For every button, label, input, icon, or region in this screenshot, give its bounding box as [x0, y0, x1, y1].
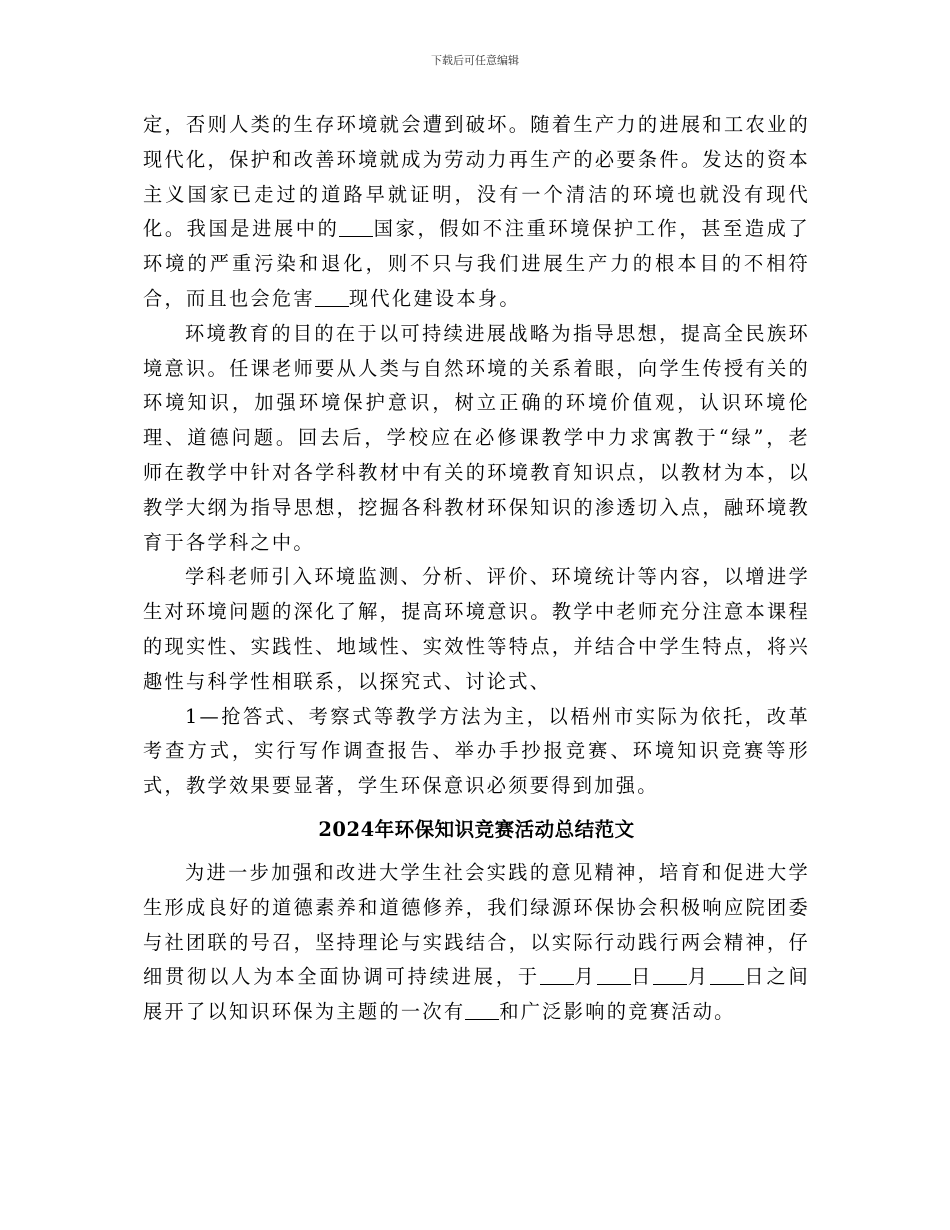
- paragraph-text: 月: [573, 965, 597, 989]
- paragraph: [143, 700, 810, 804]
- paragraph-text: 为进一步加强和改进大学生社会实践的意见精神，培育和促进大学生形成良好的道德素养和道德修养，我们绿源环保协会积极响应院团委与社团联的号召，坚持理论与实践结合，以实际行动践行两会精神，仔细贯彻以人为本全面协调可持续进展，于: [143, 860, 810, 989]
- fill-in-blank: [465, 1000, 499, 1020]
- fill-in-blank: [710, 965, 744, 985]
- fill-in-blank: [597, 965, 631, 985]
- paragraph-text: 日之间展开了以知识环保为主题的一次有: [143, 965, 810, 1024]
- fill-in-blank: [653, 965, 687, 985]
- paragraph: [143, 108, 810, 317]
- page-header: 下载后可任意编辑: [431, 54, 519, 67]
- document-body: [143, 108, 810, 1030]
- paragraph-text: 日: [630, 965, 654, 989]
- paragraph-text: 环境教育的目的在于以可持续进展战略为指导思想，提高全民族环境意识。任课老师要从人类与自然环境的关系着眼，向学生传授有关的环境知识，加强环境保护意识，树立正确的环境价值观，认识环境伦理、道德问题。回去后，学校应在必修课教学中力求寓教于“绿”，老师在教学中针对各学科教材中有关的环境教育知识点，以教材为本，以教学大纲为指导思想，挖掘各科教材环保知识的渗透切入点，融环境教育于各学科之中。: [143, 321, 810, 554]
- paragraph-text: 定，否则人类的生存环境就会遭到破坏。随着生产力的进展和工农业的现代化，保护和改善环境就成为劳动力再生产的必要条件。发达的资本主义国家已走过的道路早就证明，没有一个清洁的环境也就没有现代化。我国是进展中的: [143, 113, 810, 241]
- fill-in-blank: [315, 287, 349, 307]
- paragraph-text: 国家，假如不注重环境保护工作，甚至造成了环境的严重污染和退化，则不只与我们进展生产力的根本目的不相符合，而且也会危害: [143, 217, 811, 310]
- paragraph: [143, 856, 810, 1030]
- paragraph: [143, 317, 810, 561]
- paragraph: [143, 560, 810, 699]
- paragraph-text: 月: [687, 965, 710, 989]
- section-title: 2024年环保知识竞赛活动总结范文: [318, 817, 635, 841]
- paragraph-text: 学科老师引入环境监测、分析、评价、环境统计等内容，以增进学生对环境问题的深化了解，提高环境意识。教学中老师充分注意本课程的现实性、实践性、地域性、实效性等特点，并结合中学生特点，将兴趣性与科学性相联系，以探究式、讨论式、: [143, 565, 810, 693]
- fill-in-blank: [339, 217, 373, 237]
- paragraph-text: 和广泛影响的竞赛活动。: [499, 1000, 736, 1024]
- paragraph-text: 现代化建设本身。: [348, 286, 521, 310]
- fill-in-blank: [540, 965, 574, 985]
- paragraph-text: 1—抢答式、考察式等教学方法为主，以梧州市实际为依托，改革考查方式，实行写作调查报告、举办手抄报竞赛、环境知识竞赛等形式，教学效果要显著，学生环保意识必须要得到加强。: [143, 704, 810, 798]
